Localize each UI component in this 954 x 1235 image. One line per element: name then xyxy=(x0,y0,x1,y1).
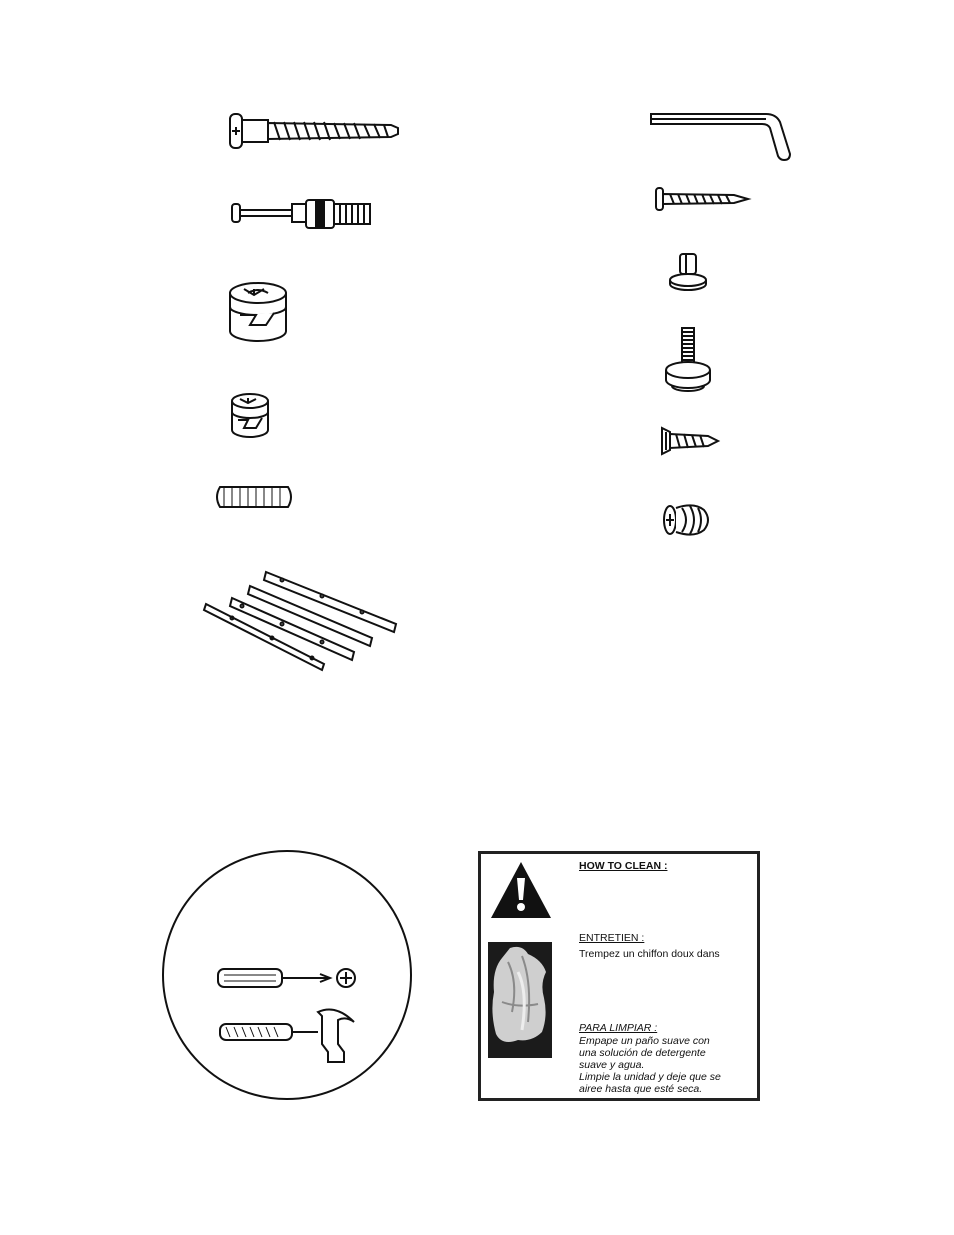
entretien-line-1: Trempez un chiffon doux dans xyxy=(579,948,720,960)
shelf-pin-icon xyxy=(666,250,710,294)
required-tools-circle xyxy=(162,850,412,1100)
hammer-icon xyxy=(218,1004,358,1066)
para-limpiar-line-5: airee hasta que esté seca. xyxy=(579,1083,703,1095)
cam-lock-large-icon xyxy=(226,281,292,343)
heading-para-limpiar: PARA LIMPIAR : xyxy=(579,1022,658,1034)
leveling-foot-icon xyxy=(662,324,714,396)
cam-lock-small-icon xyxy=(228,392,272,440)
cam-bolt-dowel-icon xyxy=(230,196,380,232)
cam-bolt-long-icon xyxy=(226,110,406,154)
cleaning-cloth-photo xyxy=(488,942,552,1058)
flat-head-screw-icon xyxy=(658,426,720,456)
para-limpiar-line-1: Empape un paño suave con xyxy=(579,1035,710,1047)
drywall-anchor-icon xyxy=(660,502,716,538)
drawer-slides-icon xyxy=(202,568,402,672)
wood-dowel-icon xyxy=(212,484,296,510)
cleaning-instructions-box xyxy=(478,851,760,1101)
heading-how-to-clean: HOW TO CLEAN : xyxy=(579,860,668,872)
para-limpiar-line-4: Limpie la unidad y deje que se xyxy=(579,1071,721,1083)
para-limpiar-line-2: una solución de detergente xyxy=(579,1047,706,1059)
screwdriver-icon xyxy=(216,966,358,990)
allen-key-icon xyxy=(648,110,794,164)
warning-triangle-icon xyxy=(489,860,553,925)
para-limpiar-line-3: suave y agua. xyxy=(579,1059,645,1071)
wood-screw-icon xyxy=(654,186,750,212)
heading-entretien: ENTRETIEN : xyxy=(579,932,645,944)
